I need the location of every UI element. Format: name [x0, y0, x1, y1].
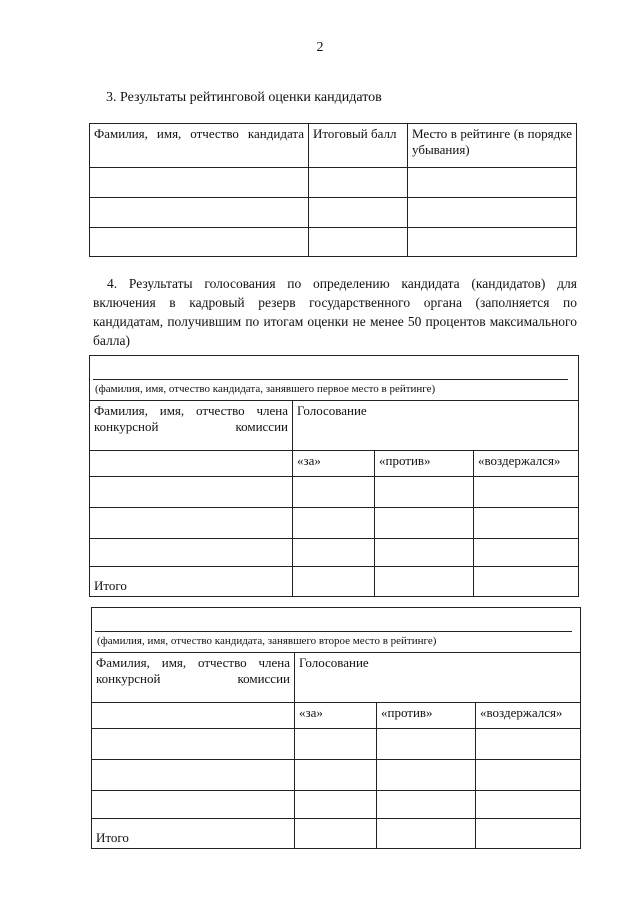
table-cell[interactable]: [377, 791, 476, 819]
table-cell[interactable]: [293, 567, 375, 597]
table-cell[interactable]: [476, 791, 581, 819]
table-cell[interactable]: [408, 198, 577, 228]
table-cell[interactable]: [295, 760, 377, 791]
table-row: [92, 760, 581, 791]
table-row: [90, 508, 579, 539]
signature-line: [93, 379, 568, 380]
header-candidate-name: Фамилия, имя, отчество кандидата: [90, 124, 309, 168]
table-cell[interactable]: [408, 168, 577, 198]
table-cell[interactable]: [476, 729, 581, 760]
header-vote-abstain: «воздержался»: [474, 451, 579, 477]
table-cell[interactable]: [375, 508, 474, 539]
table-cell[interactable]: [295, 819, 377, 849]
header-total-score: Итоговый балл: [309, 124, 408, 168]
total-label: Итого: [90, 567, 293, 597]
rating-results-table: [89, 123, 577, 257]
table-cell[interactable]: [92, 703, 295, 729]
table-row: [90, 198, 577, 228]
header-member-name: Фамилия, имя, отчество члена конкурсной комиссии: [90, 401, 293, 451]
header-voting: Голосование: [295, 653, 581, 703]
table-cell[interactable]: [92, 729, 295, 760]
table-cell[interactable]: [90, 477, 293, 508]
table-cell[interactable]: [474, 539, 579, 567]
table-cell[interactable]: [375, 567, 474, 597]
table-cell[interactable]: [377, 819, 476, 849]
table-row: [90, 477, 579, 508]
table-cell[interactable]: [309, 168, 408, 198]
candidate-caption-cell: [90, 356, 579, 401]
table-cell[interactable]: [90, 228, 309, 257]
table-cell[interactable]: [293, 508, 375, 539]
header-rating-place: Место в рейтинге (в порядке убывания): [408, 124, 577, 168]
table-cell[interactable]: [90, 539, 293, 567]
voting-table-second-place: [91, 607, 581, 849]
table-cell[interactable]: [309, 198, 408, 228]
section3-heading: 3. Результаты рейтинговой оценки кандидатов: [106, 90, 382, 105]
table-row: [92, 791, 581, 819]
table-cell[interactable]: [474, 567, 579, 597]
table-cell[interactable]: [474, 508, 579, 539]
candidate-caption: (фамилия, имя, отчество кандидата, занявшего второе место в рейтинге): [97, 635, 437, 647]
table-cell[interactable]: [474, 477, 579, 508]
header-vote-against: «против»: [377, 703, 476, 729]
table-cell[interactable]: [295, 729, 377, 760]
table-cell[interactable]: [293, 477, 375, 508]
header-voting: Голосование: [293, 401, 579, 451]
table-cell[interactable]: [408, 228, 577, 257]
table-cell[interactable]: [476, 819, 581, 849]
header-vote-for: «за»: [295, 703, 377, 729]
table-cell[interactable]: [92, 791, 295, 819]
signature-line: [95, 631, 572, 632]
table-cell[interactable]: [90, 508, 293, 539]
table-row: [90, 168, 577, 198]
table-cell[interactable]: [377, 760, 476, 791]
section4-paragraph: 4. Результаты голосования по определению кандидата (кандидатов) для включения в кадровый резерв государственного органа (заполняется по кандидатам, получившим по итогам оценки не менее 50 процентов максимального балла): [93, 276, 577, 348]
header-vote-abstain: «воздержался»: [476, 703, 581, 729]
total-label: Итого: [92, 819, 295, 849]
candidate-caption-cell: [92, 608, 581, 653]
table-cell[interactable]: [375, 539, 474, 567]
page-number: 2: [316, 40, 324, 55]
candidate-caption: (фамилия, имя, отчество кандидата, занявшего первое место в рейтинге): [95, 383, 436, 395]
table-row: [90, 228, 577, 257]
table-cell[interactable]: [476, 760, 581, 791]
table-row: [92, 729, 581, 760]
table-cell[interactable]: [90, 168, 309, 198]
table-cell[interactable]: [90, 198, 309, 228]
table-cell[interactable]: [90, 451, 293, 477]
table-row: [90, 539, 579, 567]
table-cell[interactable]: [377, 729, 476, 760]
voting-table-first-place: [89, 355, 579, 597]
table-cell[interactable]: [293, 539, 375, 567]
table-cell[interactable]: [375, 477, 474, 508]
total-row: [92, 819, 581, 849]
total-row: [90, 567, 579, 597]
table-cell[interactable]: [309, 228, 408, 257]
table-cell[interactable]: [92, 760, 295, 791]
header-vote-for: «за»: [293, 451, 375, 477]
header-vote-against: «против»: [375, 451, 474, 477]
table-cell[interactable]: [295, 791, 377, 819]
header-member-name: Фамилия, имя, отчество члена конкурсной комиссии: [92, 653, 295, 703]
